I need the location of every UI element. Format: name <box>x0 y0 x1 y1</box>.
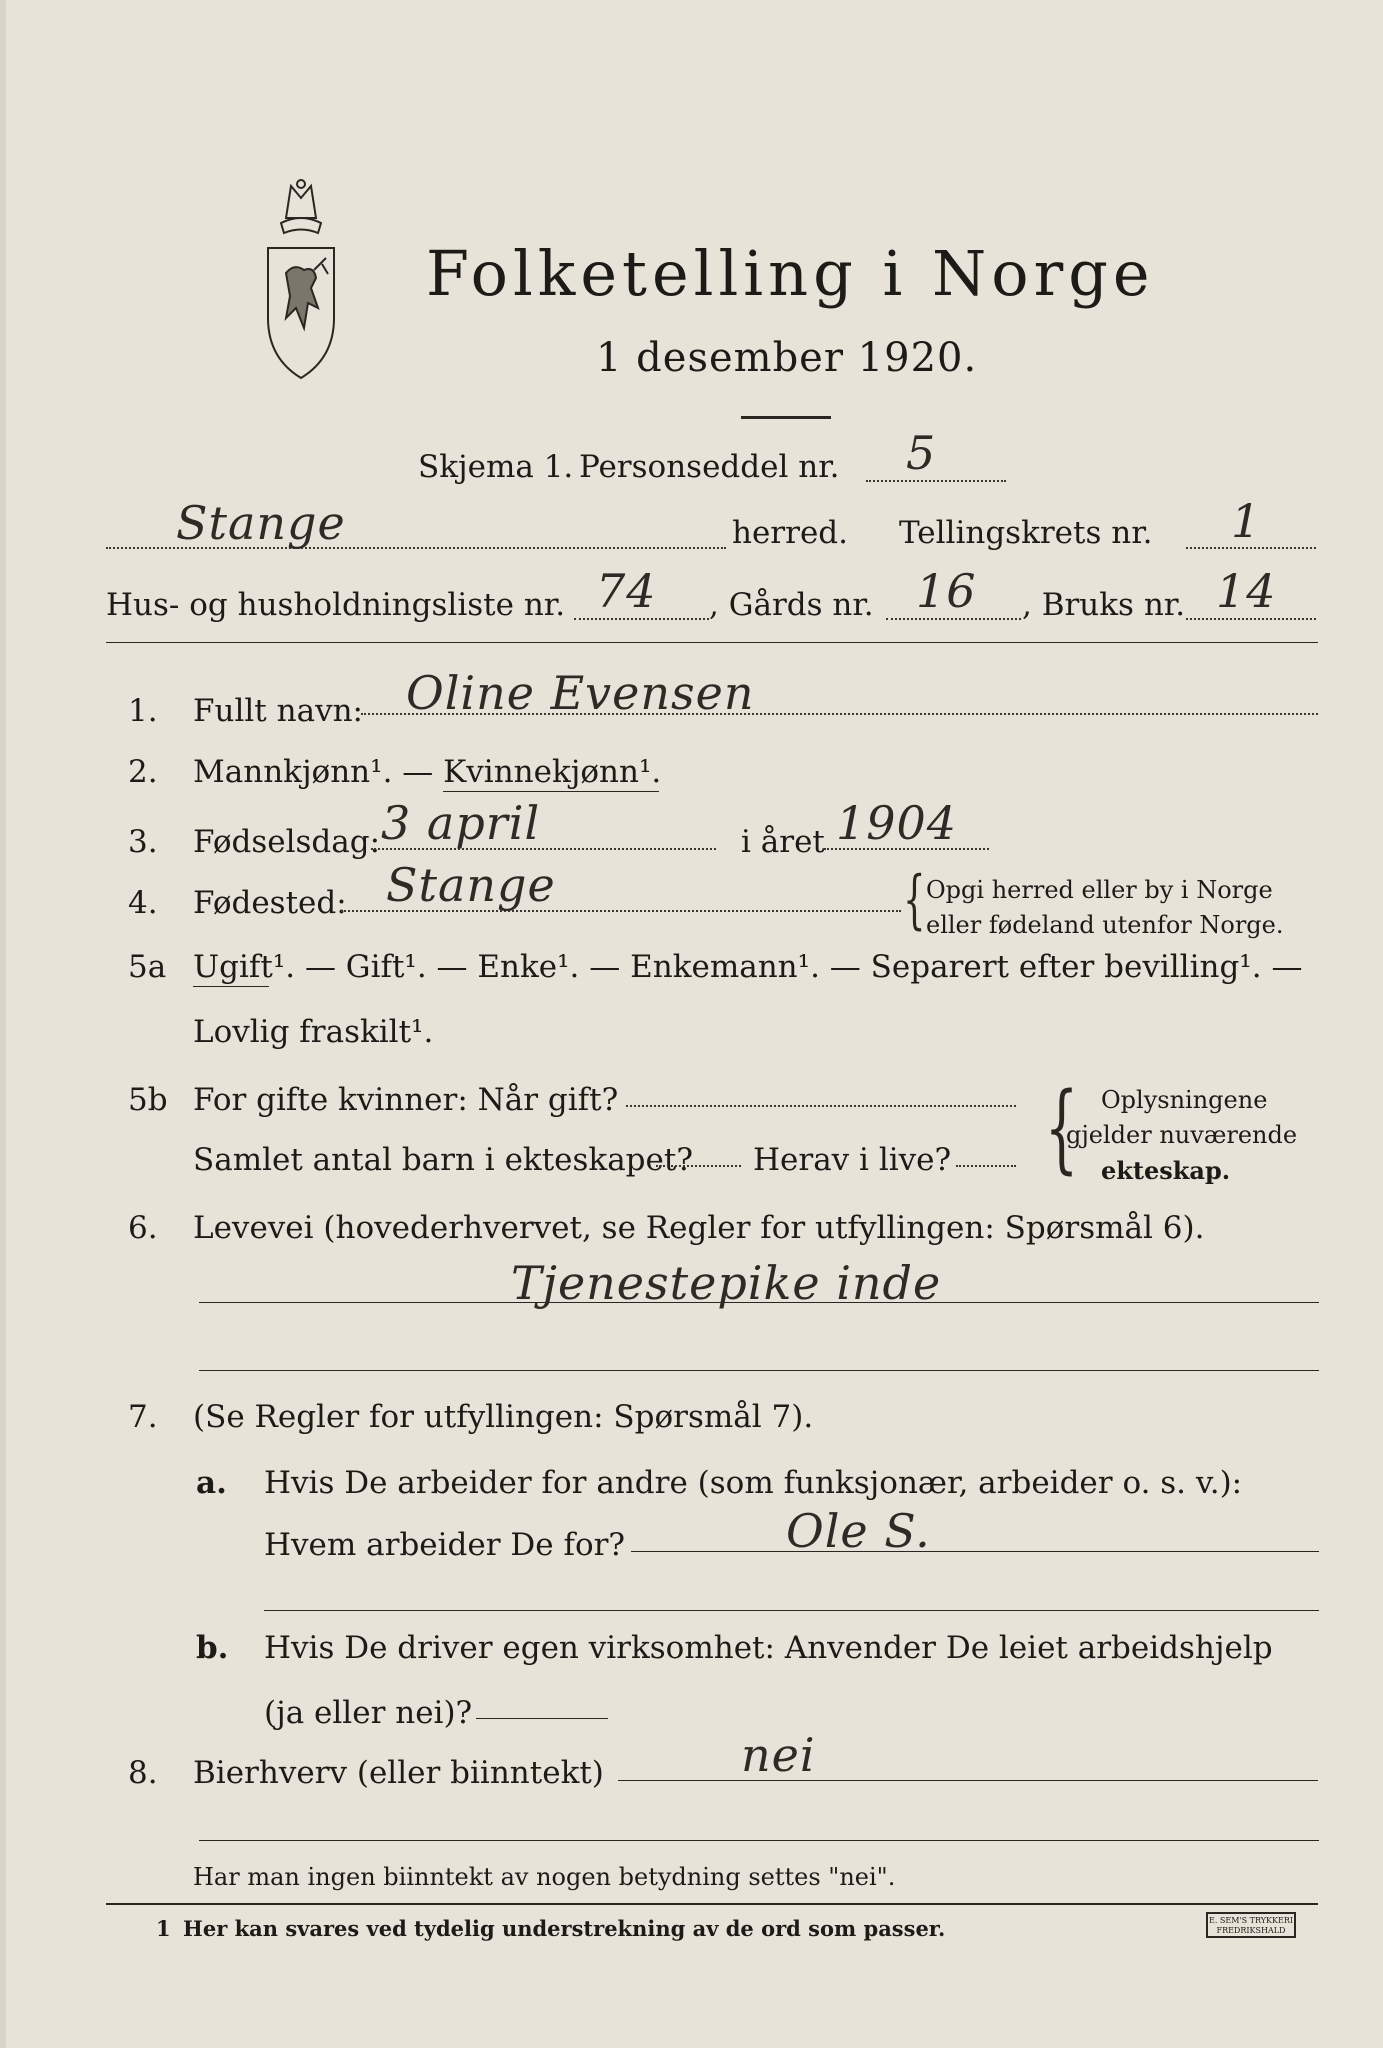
footer-divider <box>106 1903 1318 1905</box>
q6-label: Levevei (hovederhvervet, se Regler for utfyllingen: Spørsmål 6). <box>193 1210 1205 1246</box>
skjema-label: Skjema 1. <box>418 449 574 485</box>
q8-label: Bierhverv (eller biinntekt) <box>193 1755 604 1791</box>
q5b-note-line1: Oplysningene <box>1101 1086 1268 1114</box>
q6-number: 6. <box>128 1210 158 1246</box>
census-date: 1 desember 1920. <box>596 335 978 381</box>
q7-label: (Se Regler for utfyllingen: Spørsmål 7). <box>193 1399 814 1435</box>
q5b-children-line <box>656 1165 741 1167</box>
q5b-number: 5b <box>128 1082 168 1118</box>
bruks-label: , Bruks nr. <box>1022 587 1186 623</box>
q3-value[interactable]: 3 april <box>381 796 541 850</box>
q3-year-value[interactable]: 1904 <box>836 796 958 850</box>
q4-number: 4. <box>128 885 158 921</box>
q5b-label3: Herav i live? <box>753 1142 952 1178</box>
q8-line2 <box>199 1840 1319 1841</box>
q7a-value[interactable]: Ole S. <box>786 1504 931 1558</box>
q7b-line <box>476 1718 608 1719</box>
q5b-note-line3: ekteskap. <box>1101 1156 1231 1185</box>
q1-value[interactable]: Oline Evensen <box>406 666 755 720</box>
bruks-line <box>1186 618 1316 620</box>
tellingskrets-label: Tellingskrets nr. <box>899 515 1153 551</box>
q5a-label: Ugift¹. — Gift¹. — Enke¹. — Enkemann¹. — Separert efter bevilling¹. — <box>193 949 1303 985</box>
printer-stamp <box>1206 1912 1296 1938</box>
gards-value[interactable]: 16 <box>916 564 977 618</box>
q7a-employer-line <box>631 1551 1319 1552</box>
q8-number: 8. <box>128 1755 158 1791</box>
q3-year-label: i året <box>741 824 825 860</box>
q7a-label2: Hvem arbeider De for? <box>264 1527 626 1563</box>
q5a-underline-ugift <box>193 986 269 987</box>
form-title: Folketelling i Norge <box>426 237 1155 310</box>
footnote-text: Her kan svares ved tydelig understrekning av de ord som passer. <box>183 1916 946 1941</box>
q3-number: 3. <box>128 824 158 860</box>
gards-label: , Gårds nr. <box>709 587 874 623</box>
hus-value[interactable]: 74 <box>596 564 657 618</box>
q5a-label2: Lovlig fraskilt¹. <box>193 1014 434 1050</box>
q4-label: Fødested: <box>193 885 347 921</box>
q2-label: Mannkjønn¹. — Kvinnekjønn¹. <box>193 754 662 790</box>
herred-label: herred. <box>732 515 848 551</box>
hus-line <box>574 618 709 620</box>
q6-value[interactable]: Tjenestepike inde <box>511 1256 942 1310</box>
printer-stamp-text: E. SEM'S TRYKKERI FREDRIKSHALD <box>1208 1916 1294 1935</box>
q4-value[interactable]: Stange <box>386 858 556 912</box>
q1-label: Fullt navn: <box>193 693 363 729</box>
q2-number: 2. <box>128 754 158 790</box>
q8-line <box>618 1780 1318 1781</box>
q4-note-line1: Opgi herred eller by i Norge <box>926 876 1273 904</box>
q3-label: Fødselsdag: <box>193 824 381 860</box>
q5a-number: 5a <box>128 949 167 985</box>
q4-note-line2: eller fødeland utenfor Norge. <box>926 911 1284 939</box>
personseddel-label: Personseddel nr. <box>579 449 840 485</box>
gards-line <box>886 618 1021 620</box>
q5b-when-line <box>626 1105 1016 1107</box>
title-divider <box>741 416 831 419</box>
q7a-label: Hvis De arbeider for andre (som funksjonær, arbeider o. s. v.): <box>264 1465 1243 1501</box>
q7b-label2: (ja eller nei)? <box>264 1695 473 1731</box>
q5b-alive-line <box>956 1165 1016 1167</box>
tellingskrets-value[interactable]: 1 <box>1231 494 1262 548</box>
q7a-marker: a. <box>196 1465 227 1501</box>
q2-underline-kvinnekjonn <box>443 791 659 792</box>
q6-line2 <box>199 1370 1319 1371</box>
q5b-label: For gifte kvinner: Når gift? <box>193 1082 619 1118</box>
header-rule <box>106 642 1318 643</box>
personseddel-value[interactable]: 5 <box>906 426 937 480</box>
bruks-value[interactable]: 14 <box>1216 564 1277 618</box>
footnote-mark: 1 <box>156 1916 171 1941</box>
q7-number: 7. <box>128 1399 158 1435</box>
herred-value[interactable]: Stange <box>176 496 346 550</box>
hus-label: Hus- og husholdningsliste nr. <box>106 587 566 623</box>
q5b-brace: { <box>1044 1072 1079 1184</box>
q8-value[interactable]: nei <box>741 1728 816 1782</box>
q7a-line2 <box>264 1610 1319 1611</box>
q7b-marker: b. <box>196 1630 229 1666</box>
q1-number: 1. <box>128 693 158 729</box>
q4-brace: { <box>903 863 926 937</box>
personseddel-line <box>866 480 1006 482</box>
q5b-label2: Samlet antal barn i ekteskapet? <box>193 1142 693 1178</box>
footer-note: Har man ingen biinntekt av nogen betydning settes "nei". <box>193 1863 896 1891</box>
norway-coat-of-arms-icon <box>256 178 346 383</box>
q7b-label: Hvis De driver egen virksomhet: Anvender De leiet arbeidshjelp <box>264 1630 1273 1666</box>
q5b-note-line2: gjelder nuværende <box>1066 1121 1298 1149</box>
